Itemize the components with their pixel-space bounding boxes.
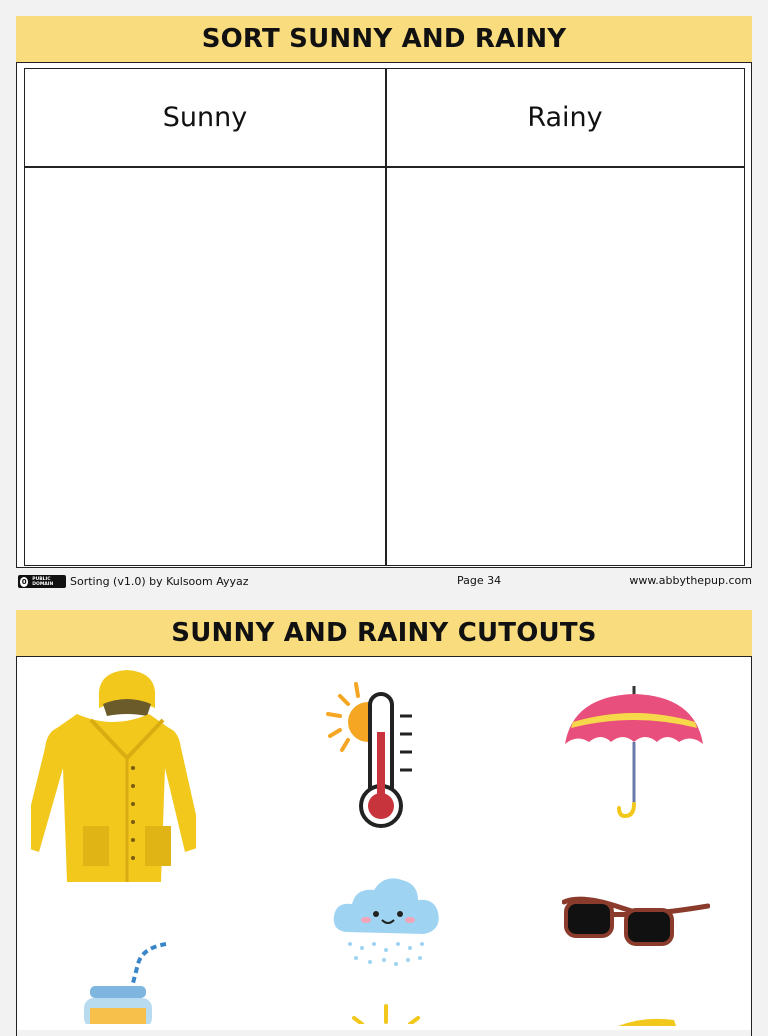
sun-icon[interactable] xyxy=(338,1004,434,1024)
page-footer xyxy=(16,574,752,590)
rainy-drop-zone[interactable] xyxy=(387,168,744,565)
page-number: Page 34 xyxy=(457,574,502,587)
sunglasses-icon[interactable] xyxy=(562,892,710,948)
license-badge-text: PUBLIC DOMAIN xyxy=(32,576,54,587)
public-domain-badge xyxy=(18,575,66,588)
cutouts-page xyxy=(16,610,752,1030)
sort-table xyxy=(24,68,745,566)
sunny-column-header: Sunny xyxy=(162,102,248,133)
umbrella-icon[interactable] xyxy=(561,684,706,822)
website-link[interactable]: www.abbythepup.com xyxy=(629,574,752,587)
rainy-column-header: Rainy xyxy=(527,102,603,133)
worksheet-page xyxy=(16,16,752,568)
raincoat-icon[interactable] xyxy=(31,668,196,884)
yellow-item-icon[interactable] xyxy=(614,1014,684,1026)
thermometer-sun-icon[interactable] xyxy=(326,676,426,832)
public-domain-icon: 0 xyxy=(21,577,27,586)
rain-cloud-icon[interactable] xyxy=(330,872,446,974)
cutouts-title: SUNNY AND RAINY CUTOUTS xyxy=(16,610,752,656)
worksheet-title: SORT SUNNY AND RAINY xyxy=(16,16,752,62)
sunny-drop-zone[interactable] xyxy=(25,168,385,565)
lemonade-jar-icon[interactable] xyxy=(70,942,186,1024)
credit-text: Sorting (v1.0) by Kulsoom Ayyaz xyxy=(70,575,249,588)
